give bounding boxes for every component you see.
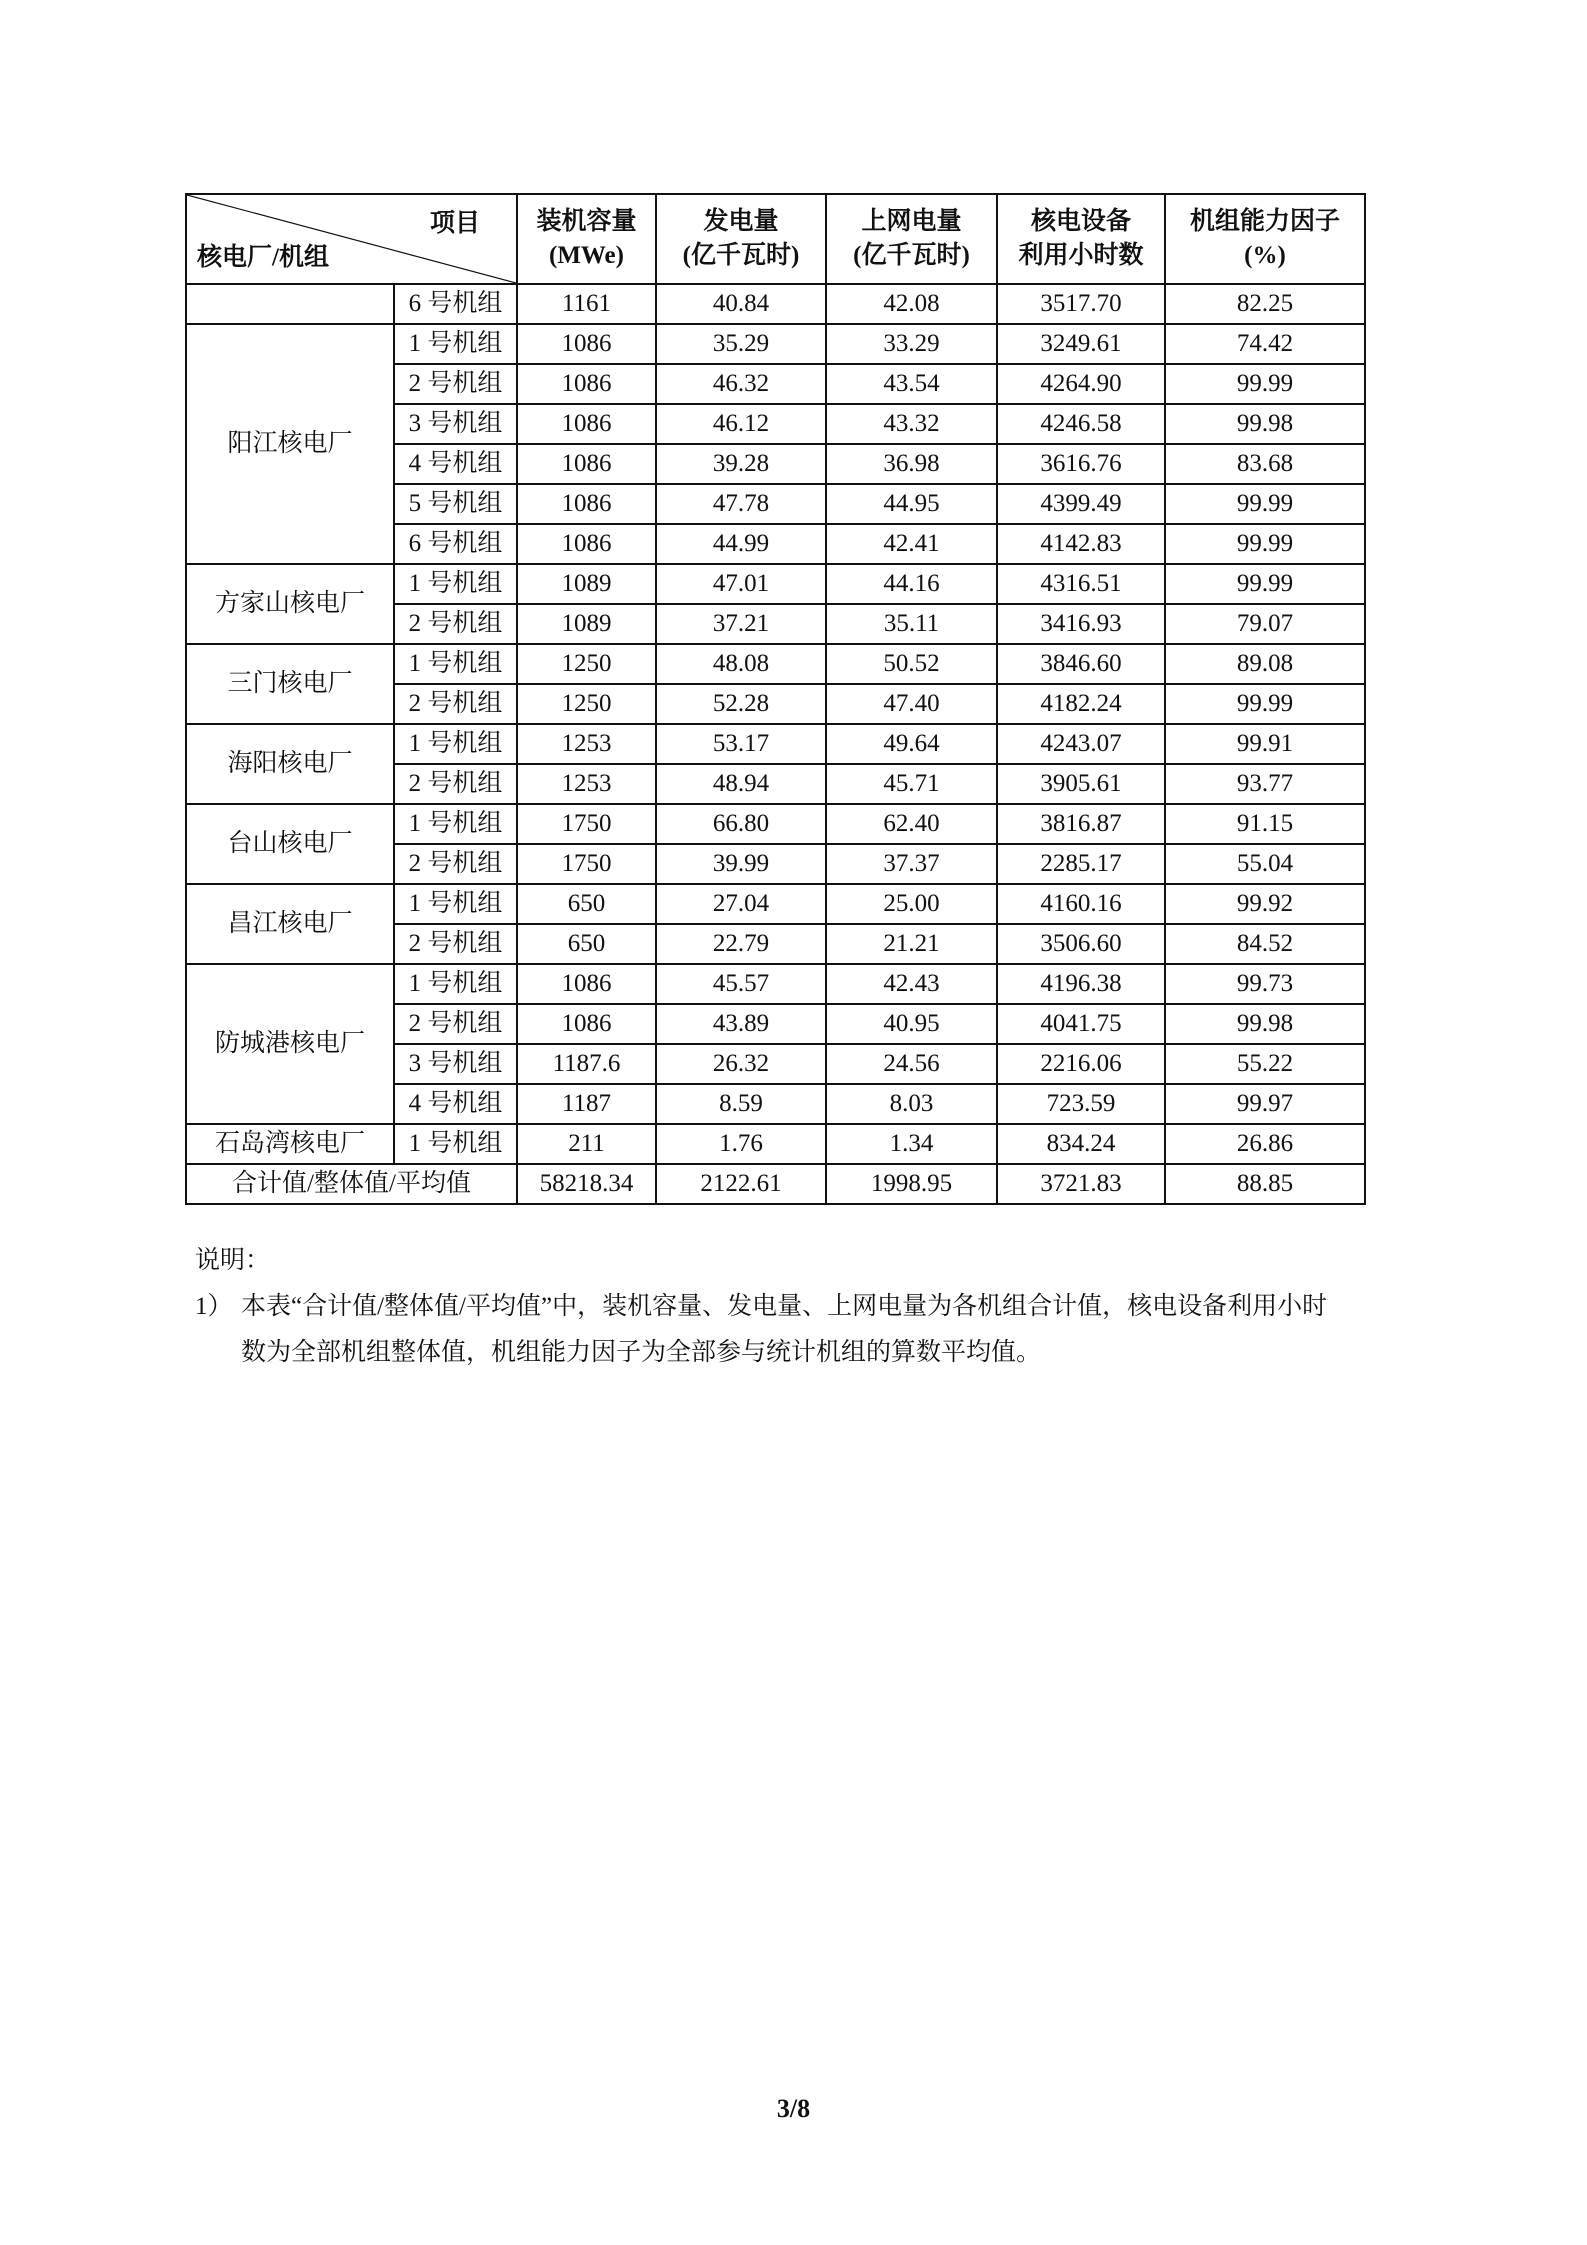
plant-name-cell: 方家山核电厂 xyxy=(186,564,394,644)
capacity-cell: 650 xyxy=(517,924,656,964)
unit-cell: 2 号机组 xyxy=(394,924,517,964)
plant-name-cell: 防城港核电厂 xyxy=(186,964,394,1124)
header-plant-unit-label: 核电厂/机组 xyxy=(197,244,329,271)
total-grid-cell: 1998.95 xyxy=(826,1164,997,1204)
hours-cell: 3846.60 xyxy=(997,644,1165,684)
factor-cell: 74.42 xyxy=(1165,324,1365,364)
factor-cell: 89.08 xyxy=(1165,644,1365,684)
unit-cell: 6 号机组 xyxy=(394,524,517,564)
unit-cell: 1 号机组 xyxy=(394,884,517,924)
hours-cell: 4041.75 xyxy=(997,1004,1165,1044)
unit-cell: 2 号机组 xyxy=(394,1004,517,1044)
unit-cell: 2 号机组 xyxy=(394,684,517,724)
hours-cell: 3416.93 xyxy=(997,604,1165,644)
factor-cell: 55.22 xyxy=(1165,1044,1365,1084)
factor-cell: 99.73 xyxy=(1165,964,1365,1004)
grid-cell: 24.56 xyxy=(826,1044,997,1084)
table-row xyxy=(186,324,1365,364)
factor-cell: 99.91 xyxy=(1165,724,1365,764)
unit-cell: 4 号机组 xyxy=(394,1084,517,1124)
total-hours-cell: 3721.83 xyxy=(997,1164,1165,1204)
plant-name-cell: 三门核电厂 xyxy=(186,644,394,724)
factor-cell: 99.99 xyxy=(1165,364,1365,404)
generation-cell: 37.21 xyxy=(656,604,826,644)
grid-cell: 47.40 xyxy=(826,684,997,724)
plant-name-cell: 海阳核电厂 xyxy=(186,724,394,804)
hours-cell: 2285.17 xyxy=(997,844,1165,884)
grid-cell: 42.08 xyxy=(826,284,997,324)
factor-cell: 93.77 xyxy=(1165,764,1365,804)
generation-cell: 39.99 xyxy=(656,844,826,884)
unit-cell: 3 号机组 xyxy=(394,404,517,444)
factor-cell: 99.98 xyxy=(1165,1004,1365,1044)
grid-cell: 21.21 xyxy=(826,924,997,964)
grid-cell: 37.37 xyxy=(826,844,997,884)
unit-cell: 2 号机组 xyxy=(394,364,517,404)
hours-cell: 4399.49 xyxy=(997,484,1165,524)
table-row xyxy=(186,804,1365,844)
table-row xyxy=(186,284,1365,324)
hours-cell: 4264.90 xyxy=(997,364,1165,404)
hours-cell: 2216.06 xyxy=(997,1044,1165,1084)
grid-cell: 33.29 xyxy=(826,324,997,364)
page-number: 3/8 xyxy=(776,2094,811,2123)
total-generation-cell: 2122.61 xyxy=(656,1164,826,1204)
factor-cell: 99.99 xyxy=(1165,524,1365,564)
generation-cell: 8.59 xyxy=(656,1084,826,1124)
capacity-cell: 1089 xyxy=(517,604,656,644)
grid-cell: 1.34 xyxy=(826,1124,997,1164)
header-capacity-factor: 机组能力因子 (%) xyxy=(1165,194,1365,284)
plant-name-cell: 阳江核电厂 xyxy=(186,324,394,564)
capacity-cell: 1086 xyxy=(517,404,656,444)
grid-cell: 35.11 xyxy=(826,604,997,644)
total-row xyxy=(186,1164,1365,1204)
generation-cell: 48.08 xyxy=(656,644,826,684)
note-number: 1） xyxy=(195,1293,233,1320)
generation-cell: 46.12 xyxy=(656,404,826,444)
capacity-cell: 1086 xyxy=(517,324,656,364)
hours-cell: 3517.70 xyxy=(997,284,1165,324)
note-text: 本表“合计值/整体值/平均值”中，装机容量、发电量、上网电量为各机组合计值，核电设备利用小时数为全部机组整体值，机组能力因子为全部参与统计机组的算数平均值。 xyxy=(241,1293,1328,1366)
capacity-cell: 1253 xyxy=(517,724,656,764)
hours-cell: 3249.61 xyxy=(997,324,1165,364)
hours-cell: 834.24 xyxy=(997,1124,1165,1164)
table-row xyxy=(186,564,1365,604)
grid-cell: 42.43 xyxy=(826,964,997,1004)
plant-name-cell: 石岛湾核电厂 xyxy=(186,1124,394,1164)
capacity-cell: 1086 xyxy=(517,524,656,564)
unit-cell: 2 号机组 xyxy=(394,844,517,884)
capacity-cell: 1250 xyxy=(517,644,656,684)
plant-name-cell: 台山核电厂 xyxy=(186,804,394,884)
generation-cell: 48.94 xyxy=(656,764,826,804)
grid-cell: 8.03 xyxy=(826,1084,997,1124)
capacity-cell: 1253 xyxy=(517,764,656,804)
capacity-cell: 1086 xyxy=(517,484,656,524)
generation-cell: 47.78 xyxy=(656,484,826,524)
generation-cell: 66.80 xyxy=(656,804,826,844)
unit-cell: 2 号机组 xyxy=(394,604,517,644)
hours-cell: 3816.87 xyxy=(997,804,1165,844)
unit-cell: 2 号机组 xyxy=(394,764,517,804)
generation-cell: 52.28 xyxy=(656,684,826,724)
grid-cell: 40.95 xyxy=(826,1004,997,1044)
factor-cell: 99.99 xyxy=(1165,564,1365,604)
factor-cell: 79.07 xyxy=(1165,604,1365,644)
factor-cell: 82.25 xyxy=(1165,284,1365,324)
note-item xyxy=(195,1284,1395,1376)
header-capacity: 装机容量 (MWe) xyxy=(517,194,656,284)
generation-cell: 46.32 xyxy=(656,364,826,404)
factor-cell: 55.04 xyxy=(1165,844,1365,884)
capacity-cell: 1089 xyxy=(517,564,656,604)
generation-cell: 53.17 xyxy=(656,724,826,764)
nuclear-plant-table xyxy=(185,193,1366,1205)
unit-cell: 3 号机组 xyxy=(394,1044,517,1084)
table-header-row xyxy=(186,194,1365,284)
grid-cell: 50.52 xyxy=(826,644,997,684)
table-row xyxy=(186,724,1365,764)
capacity-cell: 1187 xyxy=(517,1084,656,1124)
generation-cell: 40.84 xyxy=(656,284,826,324)
factor-cell: 99.99 xyxy=(1165,484,1365,524)
plant-name-cell xyxy=(186,284,394,324)
factor-cell: 83.68 xyxy=(1165,444,1365,484)
plant-name-cell: 昌江核电厂 xyxy=(186,884,394,964)
hours-cell: 723.59 xyxy=(997,1084,1165,1124)
hours-cell: 4246.58 xyxy=(997,404,1165,444)
generation-cell: 1.76 xyxy=(656,1124,826,1164)
notes-title: 说明： xyxy=(195,1247,271,1274)
generation-cell: 26.32 xyxy=(656,1044,826,1084)
hours-cell: 4142.83 xyxy=(997,524,1165,564)
capacity-cell: 650 xyxy=(517,884,656,924)
capacity-cell: 1250 xyxy=(517,684,656,724)
table-body xyxy=(186,284,1365,1204)
header-grid-supply: 上网电量 (亿千瓦时) xyxy=(826,194,997,284)
capacity-cell: 1086 xyxy=(517,364,656,404)
capacity-cell: 1086 xyxy=(517,964,656,1004)
generation-cell: 22.79 xyxy=(656,924,826,964)
unit-cell: 1 号机组 xyxy=(394,324,517,364)
factor-cell: 99.92 xyxy=(1165,884,1365,924)
header-generation: 发电量 (亿千瓦时) xyxy=(656,194,826,284)
hours-cell: 3616.76 xyxy=(997,444,1165,484)
unit-cell: 6 号机组 xyxy=(394,284,517,324)
capacity-cell: 1750 xyxy=(517,804,656,844)
hours-cell: 4182.24 xyxy=(997,684,1165,724)
hours-cell: 3506.60 xyxy=(997,924,1165,964)
factor-cell: 91.15 xyxy=(1165,804,1365,844)
unit-cell: 4 号机组 xyxy=(394,444,517,484)
generation-cell: 27.04 xyxy=(656,884,826,924)
unit-cell: 1 号机组 xyxy=(394,1124,517,1164)
header-corner-cell xyxy=(186,194,517,284)
unit-cell: 5 号机组 xyxy=(394,484,517,524)
total-capacity-cell: 58218.34 xyxy=(517,1164,656,1204)
grid-cell: 45.71 xyxy=(826,764,997,804)
capacity-cell: 1161 xyxy=(517,284,656,324)
unit-cell: 1 号机组 xyxy=(394,724,517,764)
hours-cell: 3905.61 xyxy=(997,764,1165,804)
capacity-cell: 1187.6 xyxy=(517,1044,656,1084)
hours-cell: 4160.16 xyxy=(997,884,1165,924)
table-row xyxy=(186,644,1365,684)
grid-cell: 43.32 xyxy=(826,404,997,444)
table-row xyxy=(186,884,1365,924)
notes-section xyxy=(195,1238,1395,1376)
factor-cell: 26.86 xyxy=(1165,1124,1365,1164)
factor-cell: 99.99 xyxy=(1165,684,1365,724)
capacity-cell: 211 xyxy=(517,1124,656,1164)
table-row xyxy=(186,964,1365,1004)
factor-cell: 99.97 xyxy=(1165,1084,1365,1124)
grid-cell: 36.98 xyxy=(826,444,997,484)
generation-cell: 47.01 xyxy=(656,564,826,604)
capacity-cell: 1086 xyxy=(517,1004,656,1044)
capacity-cell: 1086 xyxy=(517,444,656,484)
capacity-cell: 1750 xyxy=(517,844,656,884)
hours-cell: 4196.38 xyxy=(997,964,1165,1004)
grid-cell: 44.95 xyxy=(826,484,997,524)
hours-cell: 4316.51 xyxy=(997,564,1165,604)
total-label-cell: 合计值/整体值/平均值 xyxy=(186,1164,517,1204)
generation-cell: 35.29 xyxy=(656,324,826,364)
header-utilization-hours: 核电设备 利用小时数 xyxy=(997,194,1165,284)
factor-cell: 84.52 xyxy=(1165,924,1365,964)
unit-cell: 1 号机组 xyxy=(394,564,517,604)
factor-cell: 99.98 xyxy=(1165,404,1365,444)
grid-cell: 25.00 xyxy=(826,884,997,924)
unit-cell: 1 号机组 xyxy=(394,644,517,684)
unit-cell: 1 号机组 xyxy=(394,804,517,844)
hours-cell: 4243.07 xyxy=(997,724,1165,764)
grid-cell: 43.54 xyxy=(826,364,997,404)
generation-cell: 45.57 xyxy=(656,964,826,1004)
header-item-label: 项目 xyxy=(429,210,480,237)
table-row xyxy=(186,1124,1365,1164)
generation-cell: 44.99 xyxy=(656,524,826,564)
generation-cell: 43.89 xyxy=(656,1004,826,1044)
grid-cell: 42.41 xyxy=(826,524,997,564)
generation-cell: 39.28 xyxy=(656,444,826,484)
unit-cell: 1 号机组 xyxy=(394,964,517,1004)
grid-cell: 49.64 xyxy=(826,724,997,764)
total-factor-cell: 88.85 xyxy=(1165,1164,1365,1204)
grid-cell: 44.16 xyxy=(826,564,997,604)
grid-cell: 62.40 xyxy=(826,804,997,844)
